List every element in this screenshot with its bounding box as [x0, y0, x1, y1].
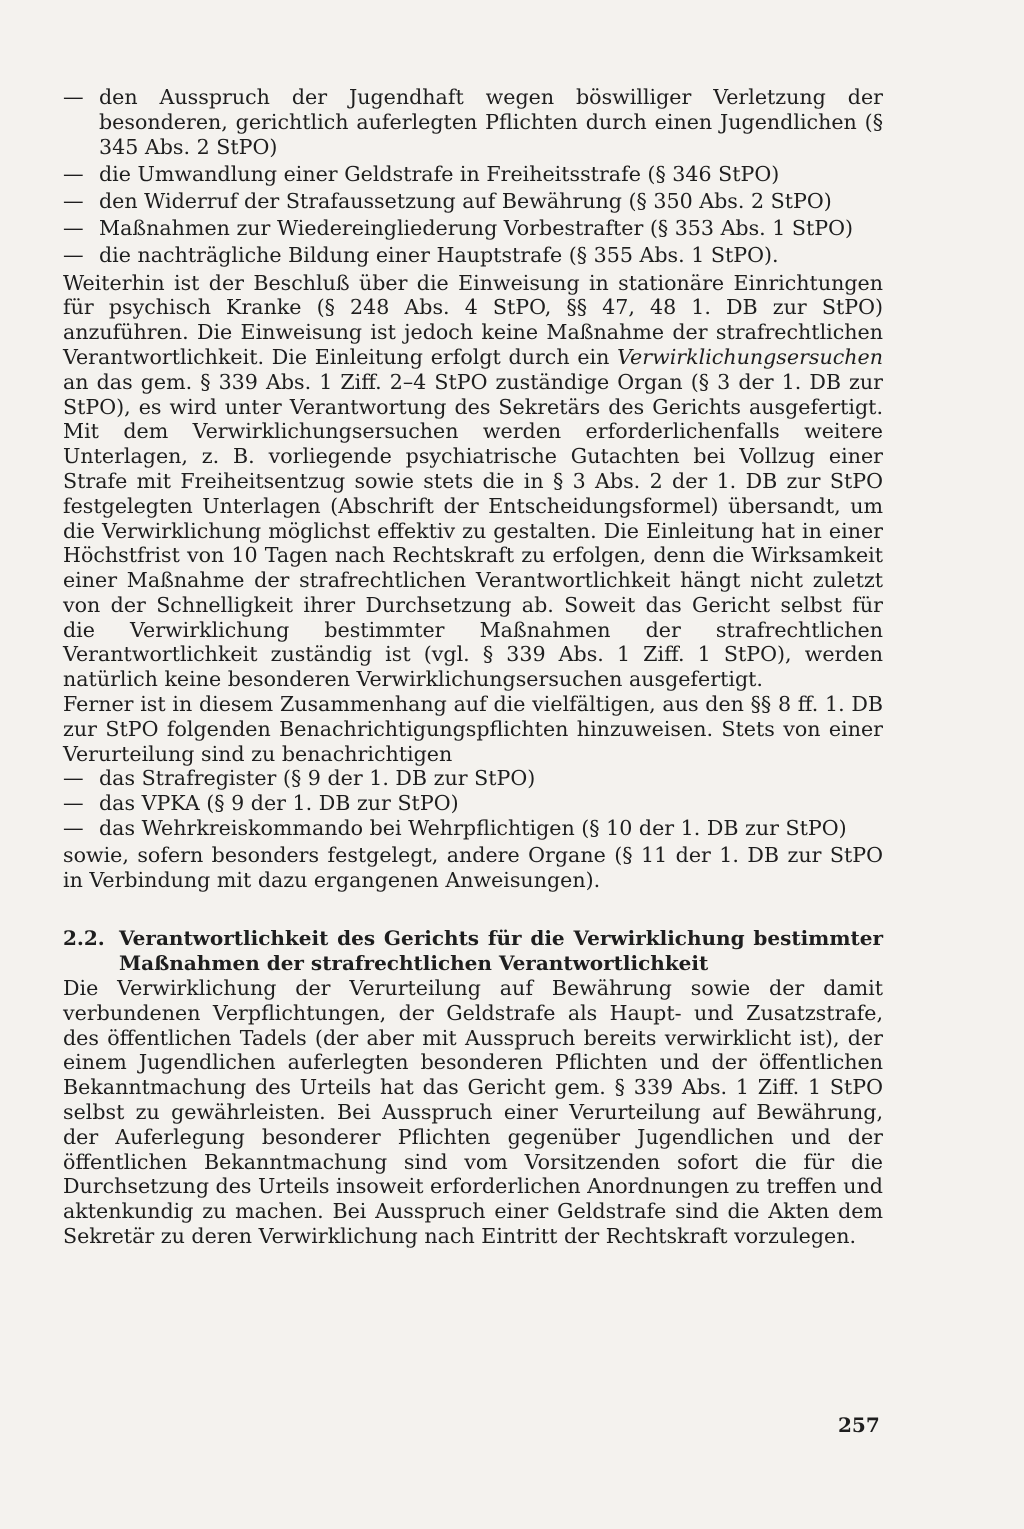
paragraph-text: Weiterhin ist der Beschluß über die Einweisung in stationäre Einrichtungen für psychisch Kranke (§ 248 Abs. 4 StPO, §§ 47, 48 1. DB zur StPO) anzuführen. Die Einweisung ist jedoch keine Maßnahme der strafrechtlichen Verantwortlichkeit. Die Einleitung erfolgt durch ein [63, 270, 883, 369]
list-item: — das Strafregister (§ 9 der 1. DB zur StPO) [63, 766, 883, 791]
body-paragraph [63, 271, 883, 693]
list-item: — die nachträgliche Bildung einer Hauptstrafe (§ 355 Abs. 1 StPO). [63, 243, 883, 268]
section-heading [63, 926, 883, 976]
page-number: 257 [838, 1413, 880, 1437]
measures-list [63, 85, 883, 268]
list-item: — das Wehrkreiskommando bei Wehrpflichtigen (§ 10 der 1. DB zur StPO) [63, 816, 883, 841]
list-item: — das VPKA (§ 9 der 1. DB zur StPO) [63, 791, 883, 816]
notification-list [63, 766, 883, 840]
paragraph-text: an das gem. § 339 Abs. 1 Ziff. 2–4 StPO zuständige Organ (§ 3 der 1. DB zur StPO), es wird unter Verantwortung des Sekretärs des Gerichts ausgefertigt. Mit dem Verwirklichungsersuchen werden erforderlichenfalls weitere Unterlagen, z. B. vorliegende psychiatrische Gutachten bei Vollzug einer Strafe mit Freiheitsentzug sowie stets die in § 3 Abs. 2 der 1. DB zur StPO festgelegten Unterlagen (Abschrift der Entscheidungsformel) übersandt, um die Verwirklichung möglichst effektiv zu gestalten. Die Einleitung hat in einer Höchstfrist von 10 Tagen nach Rechtskraft zu erfolgen, denn die Wirksamkeit einer Maßnahme der strafrechtlichen Verantwortlichkeit hängt nicht zuletzt von der Schnelligkeit ihrer Durchsetzung ab. Soweit das Gericht selbst für die Verwirklichung bestimmter Maßnahmen der strafrechtlichen Verantwortlichkeit zuständig ist (vgl. § 339 Abs. 1 Ziff. 1 StPO), werden natürlich keine besonderen Verwirklichungsersuchen ausgefertigt. [63, 369, 883, 692]
body-paragraph: Ferner ist in diesem Zusammenhang auf die vielfältigen, aus den §§ 8 ff. 1. DB zur StPO folgenden Benachrichtigungspflichten hinzuweisen. Stets von einer Verurteilung sind zu benachrichtigen [63, 692, 883, 766]
list-item: — den Ausspruch der Jugendhaft wegen böswilliger Verletzung der besonderen, gerichtlich auferlegten Pflichten durch einen Jugendlichen (§ 345 Abs. 2 StPO) [63, 85, 883, 159]
italic-term: Verwirklichungsersuchen [617, 344, 883, 369]
section-number: 2.2. [63, 926, 105, 951]
list-item: — die Umwandlung einer Geldstrafe in Freiheitsstrafe (§ 346 StPO) [63, 162, 883, 187]
body-paragraph: sowie, sofern besonders festgelegt, andere Organe (§ 11 der 1. DB zur StPO in Verbindung mit dazu ergangenen Anweisungen). [63, 842, 883, 892]
section-title: Verantwortlichkeit des Gerichts für die Verwirklichung bestimmter Maßnahmen der strafrechtlichen Verantwortlichkeit [119, 926, 883, 976]
list-item: — Maßnahmen zur Wiedereingliederung Vorbestrafter (§ 353 Abs. 1 StPO) [63, 216, 883, 241]
list-item: — den Widerruf der Strafaussetzung auf Bewährung (§ 350 Abs. 2 StPO) [63, 189, 883, 214]
body-paragraph: Die Verwirklichung der Verurteilung auf Bewährung sowie der damit verbundenen Verpflichtungen, der Geldstrafe als Haupt- und Zusatzstrafe, des öffentlichen Tadels (der aber mit Ausspruch bereits verwirklicht ist), der einem Jugendlichen auferlegten besonderen Pflichten und der öffentlichen Bekanntmachung des Urteils hat das Gericht gem. § 339 Abs. 1 Ziff. 1 StPO selbst zu gewährleisten. Bei Ausspruch einer Verurteilung auf Bewährung, der Auferlegung besonderer Pflichten gegenüber Jugendlichen und der öffentlichen Bekanntmachung sind vom Vorsitzenden sofort die für die Durchsetzung des Urteils insoweit erforderlichen Anordnungen zu treffen und aktenkundig zu machen. Bei Ausspruch einer Geldstrafe sind die Akten dem Sekretär zu deren Verwirklichung nach Eintritt der Rechtskraft vorzulegen. [63, 976, 883, 1249]
